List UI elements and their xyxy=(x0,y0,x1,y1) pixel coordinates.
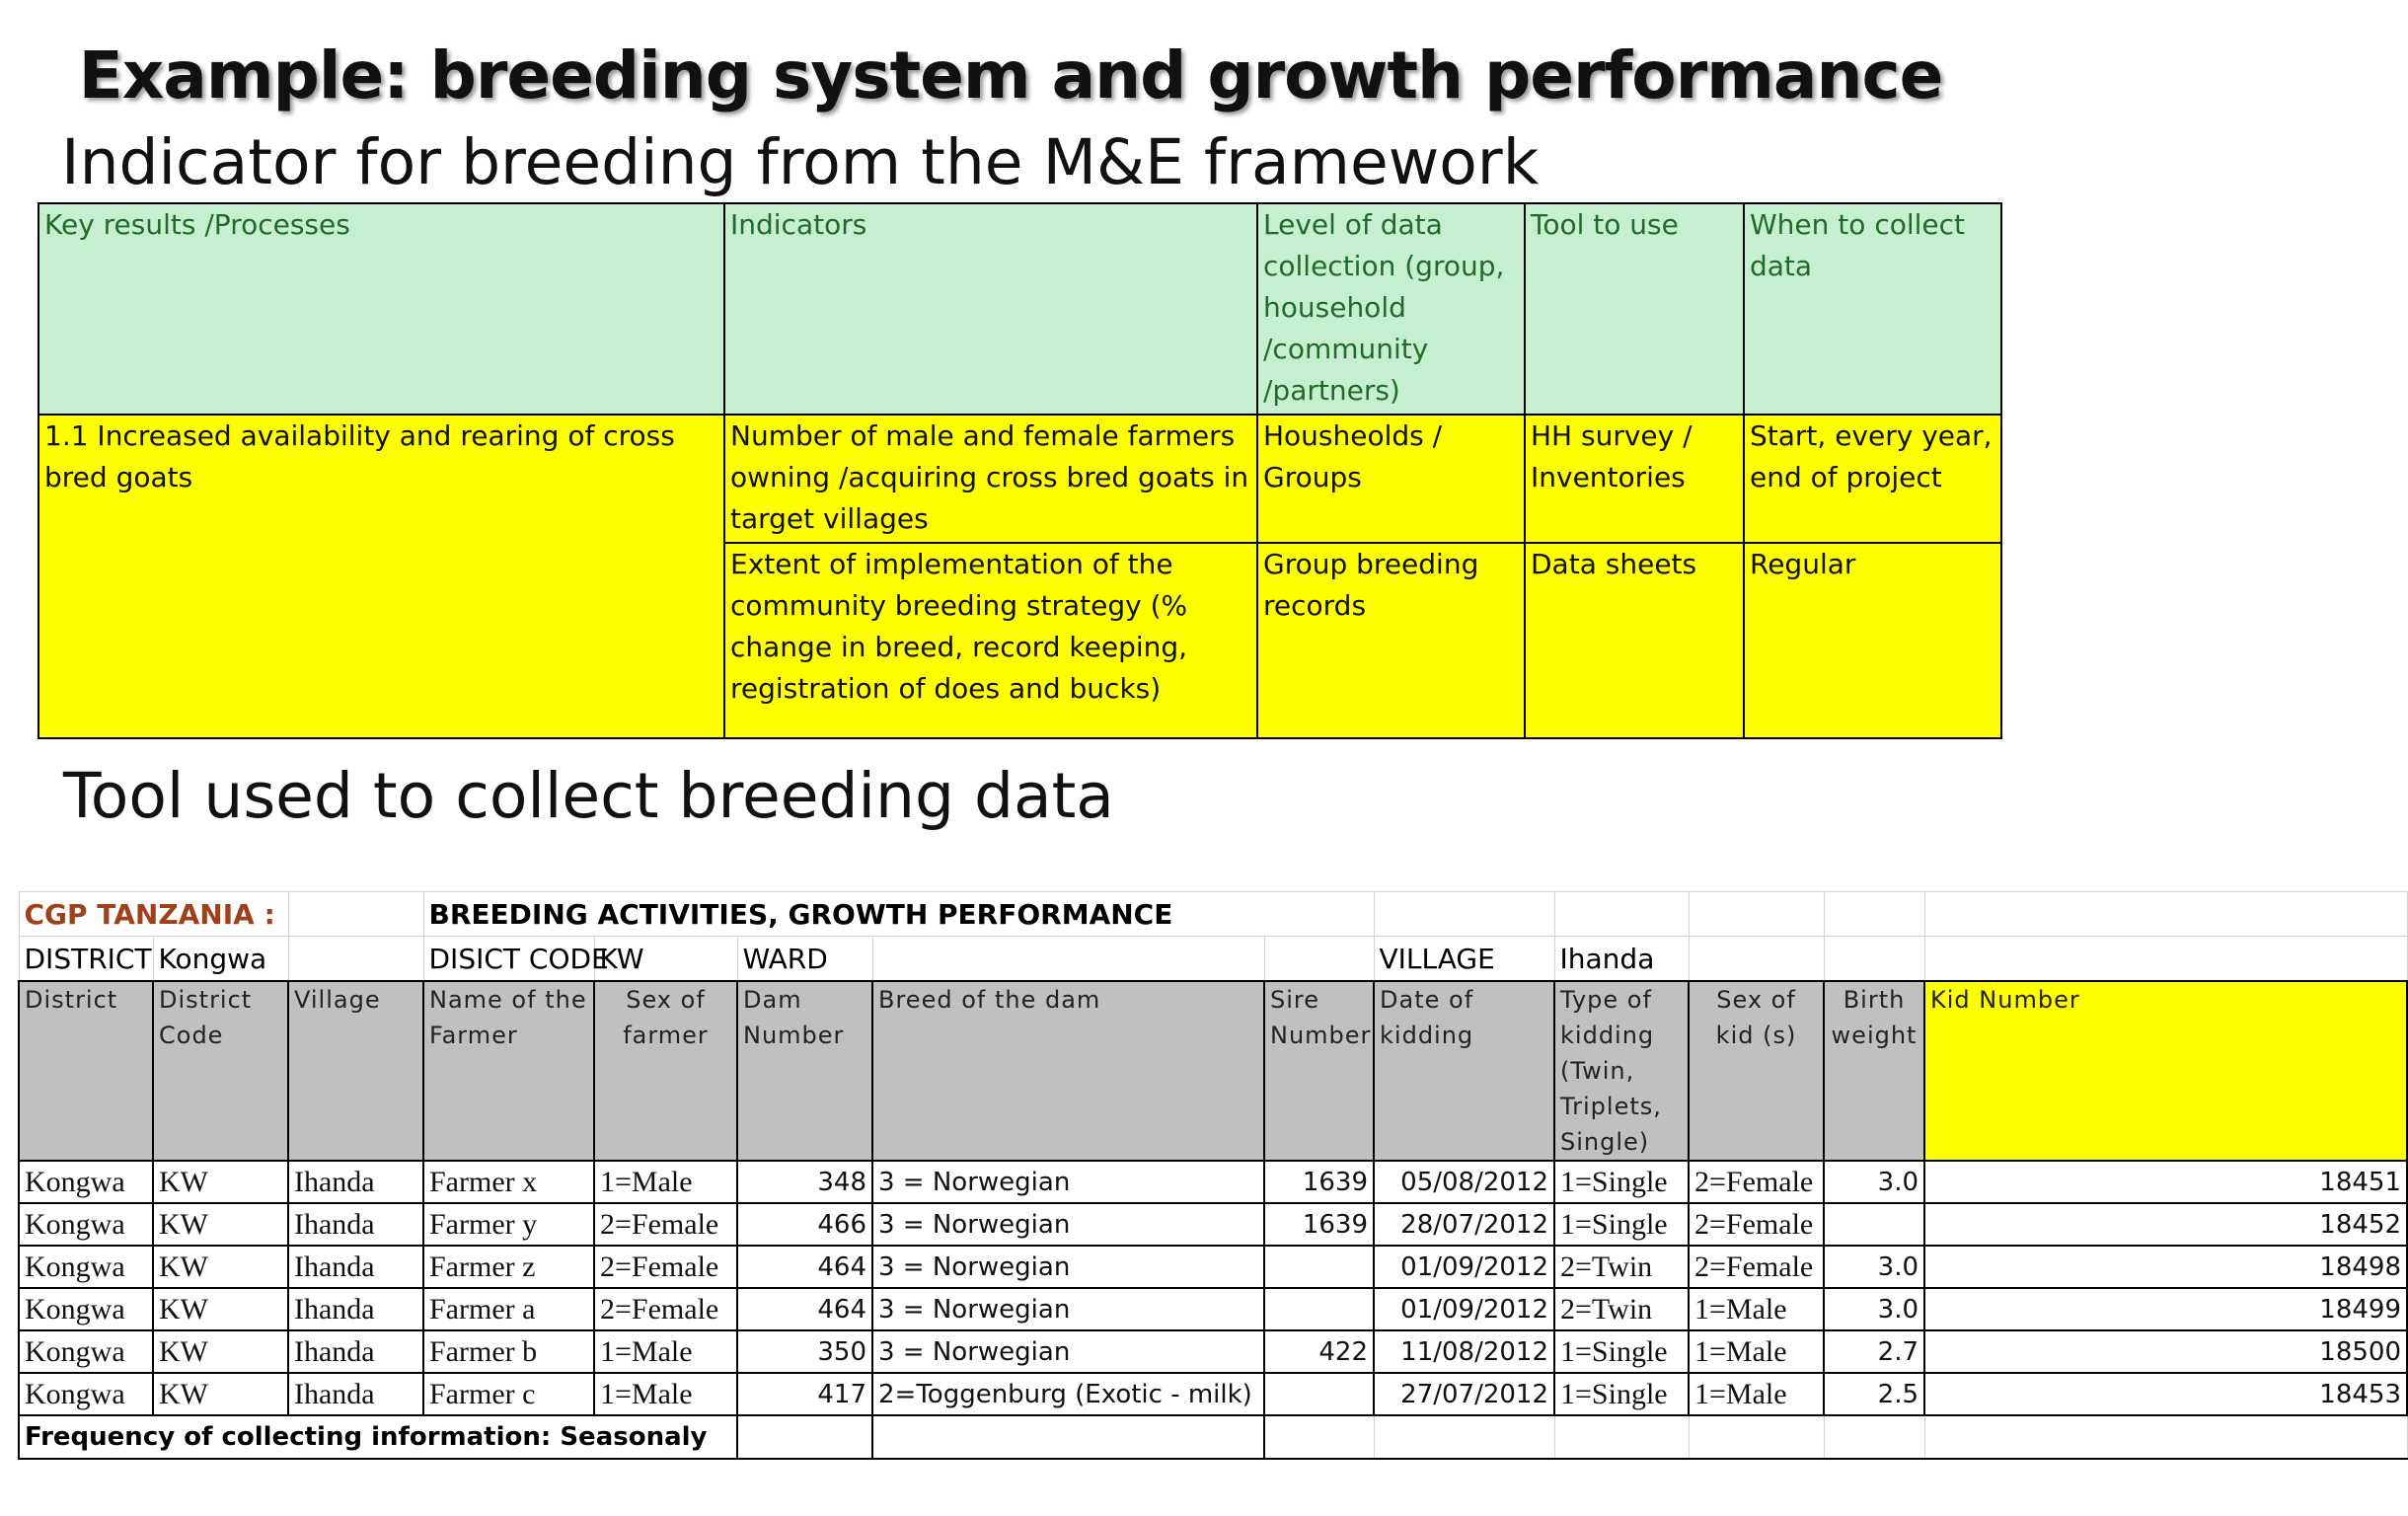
table-cell: 1=Single xyxy=(1554,1373,1689,1415)
table-cell: 3 = Norwegian xyxy=(872,1203,1264,1246)
table-cell: 466 xyxy=(737,1203,872,1246)
table-cell: Kongwa xyxy=(19,1330,153,1373)
table-cell: 1=Single xyxy=(1554,1330,1689,1373)
table-cell: Farmer x xyxy=(423,1161,594,1203)
table-cell: 2=Twin xyxy=(1554,1288,1689,1330)
me-header-cell: When to collect data xyxy=(1744,203,2001,415)
column-header: Breed of the dam xyxy=(872,981,1264,1161)
table-cell xyxy=(1824,1203,1924,1246)
empty-cell xyxy=(1689,1415,1824,1459)
table-cell: 464 xyxy=(737,1288,872,1330)
me-header-cell: Tool to use xyxy=(1525,203,1744,415)
table-cell: KW xyxy=(153,1373,288,1415)
table-cell: 11/08/2012 xyxy=(1374,1330,1554,1373)
sheet-title-row xyxy=(19,892,2407,937)
table-cell: 2.5 xyxy=(1824,1373,1924,1415)
table-row xyxy=(19,1288,2407,1330)
indicator-cell: Extent of implementation of the community breeding strategy (% change in breed, record keeping, registration of does and bucks) xyxy=(724,543,1257,738)
table-cell: 18498 xyxy=(1924,1246,2407,1288)
table-cell: 1=Male xyxy=(1689,1288,1824,1330)
table-cell: 3.0 xyxy=(1824,1161,1924,1203)
when-cell: Regular xyxy=(1744,543,2001,738)
table-cell: Kongwa xyxy=(19,1161,153,1203)
table-cell xyxy=(1264,1373,1374,1415)
empty-cell xyxy=(872,1415,1264,1459)
table-cell: 2=Female xyxy=(594,1203,737,1246)
empty-cell xyxy=(1824,1415,1924,1459)
column-header: Type of kidding (Twin, Triplets, Single) xyxy=(1554,981,1689,1161)
table-cell: Ihanda xyxy=(288,1246,423,1288)
table-cell: 18500 xyxy=(1924,1330,2407,1373)
table-cell: 2=Toggenburg (Exotic - milk) xyxy=(872,1373,1264,1415)
me-header-row xyxy=(38,203,2001,415)
when-cell: Start, every year, end of project xyxy=(1744,415,2001,543)
table-cell: 01/09/2012 xyxy=(1374,1288,1554,1330)
table-cell: 3 = Norwegian xyxy=(872,1330,1264,1373)
table-cell: KW xyxy=(153,1330,288,1373)
table-cell: 1=Single xyxy=(1554,1203,1689,1246)
table-cell: 2=Female xyxy=(1689,1246,1824,1288)
empty-cell xyxy=(1924,1415,2407,1459)
breeding-table xyxy=(18,891,2408,1460)
column-header: Name of the Farmer xyxy=(423,981,594,1161)
me-row xyxy=(38,415,2001,543)
table-cell: 2=Female xyxy=(594,1288,737,1330)
empty-cell xyxy=(737,1415,872,1459)
table-cell: 422 xyxy=(1264,1330,1374,1373)
district-value: Kongwa xyxy=(153,937,288,982)
table-cell: 3 = Norwegian xyxy=(872,1288,1264,1330)
table-cell: 3 = Norwegian xyxy=(872,1246,1264,1288)
empty-cell xyxy=(1554,892,1689,937)
table-cell: KW xyxy=(153,1288,288,1330)
me-header-cell: Level of data collection (group, household /community /partners) xyxy=(1257,203,1525,415)
breeding-sheet xyxy=(18,891,2402,1474)
indicator-cell: Number of male and female farmers owning /acquiring cross bred goats in target villages xyxy=(724,415,1257,543)
column-header: Village xyxy=(288,981,423,1161)
table-cell: 18499 xyxy=(1924,1288,2407,1330)
tool-cell: HH survey / Inventories xyxy=(1525,415,1744,543)
table-cell: 348 xyxy=(737,1161,872,1203)
table-cell: 01/09/2012 xyxy=(1374,1246,1554,1288)
sheet-title: BREEDING ACTIVITIES, GROWTH PERFORMANCE xyxy=(423,892,1374,937)
table-cell: 2.7 xyxy=(1824,1330,1924,1373)
column-header: Sex of farmer xyxy=(594,981,737,1161)
table-cell: Kongwa xyxy=(19,1288,153,1330)
empty-cell xyxy=(1824,892,1924,937)
table-cell: 2=Female xyxy=(1689,1203,1824,1246)
village-label: VILLAGE xyxy=(1374,937,1554,982)
table-cell: 1=Male xyxy=(1689,1330,1824,1373)
me-header-cell: Indicators xyxy=(724,203,1257,415)
me-header-cell: Key results /Processes xyxy=(38,203,724,415)
table-cell xyxy=(1264,1246,1374,1288)
table-cell: 464 xyxy=(737,1246,872,1288)
column-header: District Code xyxy=(153,981,288,1161)
table-cell: Farmer y xyxy=(423,1203,594,1246)
tool-cell: Data sheets xyxy=(1525,543,1744,738)
table-cell: Ihanda xyxy=(288,1330,423,1373)
table-cell: 2=Female xyxy=(594,1246,737,1288)
column-header-row xyxy=(19,981,2407,1161)
column-header: District xyxy=(19,981,153,1161)
table-cell: Farmer a xyxy=(423,1288,594,1330)
table-cell: 3.0 xyxy=(1824,1246,1924,1288)
empty-cell xyxy=(1264,1415,1374,1459)
code-label: DISICT CODE xyxy=(423,937,594,982)
table-cell: 1=Male xyxy=(594,1373,737,1415)
table-cell: 1=Single xyxy=(1554,1161,1689,1203)
table-cell: 417 xyxy=(737,1373,872,1415)
table-row xyxy=(19,1373,2407,1415)
column-header-kid-number: Kid Number xyxy=(1924,981,2407,1161)
key-result-cell: 1.1 Increased availability and rearing of cross bred goats xyxy=(38,415,724,738)
table-cell: Farmer z xyxy=(423,1246,594,1288)
table-cell: 2=Female xyxy=(1689,1161,1824,1203)
empty-cell xyxy=(288,937,423,982)
empty-cell xyxy=(1824,937,1924,982)
district-label: DISTRICT xyxy=(19,937,153,982)
column-header: Dam Number xyxy=(737,981,872,1161)
subtitle: Indicator for breeding from the M&E framework xyxy=(61,126,1540,198)
empty-cell xyxy=(1924,937,2407,982)
table-cell: 18453 xyxy=(1924,1373,2407,1415)
sheet-meta-row xyxy=(19,937,2407,982)
ward-label: WARD xyxy=(737,937,872,982)
empty-cell xyxy=(1689,937,1824,982)
level-cell: Housheolds / Groups xyxy=(1257,415,1525,543)
table-cell: Farmer c xyxy=(423,1373,594,1415)
slide-title: Example: breeding system and growth performance xyxy=(78,38,1943,114)
table-cell: 27/07/2012 xyxy=(1374,1373,1554,1415)
table-cell: Ihanda xyxy=(288,1373,423,1415)
table-cell: 3.0 xyxy=(1824,1288,1924,1330)
table-cell: 1639 xyxy=(1264,1203,1374,1246)
empty-cell xyxy=(1689,892,1824,937)
village-value: Ihanda xyxy=(1554,937,1689,982)
table-cell: Kongwa xyxy=(19,1246,153,1288)
footer-row xyxy=(19,1415,2407,1459)
table-cell: KW xyxy=(153,1203,288,1246)
table-cell: Kongwa xyxy=(19,1203,153,1246)
table-row xyxy=(19,1246,2407,1288)
footer-note: Frequency of collecting information: Seasonaly xyxy=(19,1415,737,1459)
table-cell: KW xyxy=(153,1246,288,1288)
table-cell: 1=Male xyxy=(1689,1373,1824,1415)
column-header: Sex of kid (s) xyxy=(1689,981,1824,1161)
empty-cell xyxy=(1264,937,1374,982)
table-cell: 350 xyxy=(737,1330,872,1373)
table-cell: Farmer b xyxy=(423,1330,594,1373)
table-cell: KW xyxy=(153,1161,288,1203)
code-value: KW xyxy=(594,937,737,982)
level-cell: Group breeding records xyxy=(1257,543,1525,738)
column-header: Birth weight xyxy=(1824,981,1924,1161)
table-cell: Ihanda xyxy=(288,1203,423,1246)
table-cell: 28/07/2012 xyxy=(1374,1203,1554,1246)
org-label: CGP TANZANIA : xyxy=(19,892,288,937)
empty-cell xyxy=(288,892,423,937)
empty-cell xyxy=(1374,1415,1554,1459)
empty-cell xyxy=(1374,892,1554,937)
table-row xyxy=(19,1203,2407,1246)
table-cell: 1=Male xyxy=(594,1161,737,1203)
table-cell: Kongwa xyxy=(19,1373,153,1415)
table-cell xyxy=(1264,1288,1374,1330)
empty-cell xyxy=(1554,1415,1689,1459)
me-framework-table xyxy=(38,202,2002,739)
section-title: Tool used to collect breeding data xyxy=(63,760,1114,832)
empty-cell xyxy=(1924,892,2407,937)
column-header: Date of kidding xyxy=(1374,981,1554,1161)
table-cell: 3 = Norwegian xyxy=(872,1161,1264,1203)
table-cell: 05/08/2012 xyxy=(1374,1161,1554,1203)
table-row xyxy=(19,1330,2407,1373)
table-row xyxy=(19,1161,2407,1203)
table-cell: 18452 xyxy=(1924,1203,2407,1246)
table-cell: 18451 xyxy=(1924,1161,2407,1203)
table-cell: 2=Twin xyxy=(1554,1246,1689,1288)
column-header: Sire Number xyxy=(1264,981,1374,1161)
empty-cell xyxy=(872,937,1264,982)
table-cell: Ihanda xyxy=(288,1288,423,1330)
table-cell: 1=Male xyxy=(594,1330,737,1373)
table-cell: 1639 xyxy=(1264,1161,1374,1203)
table-cell: Ihanda xyxy=(288,1161,423,1203)
